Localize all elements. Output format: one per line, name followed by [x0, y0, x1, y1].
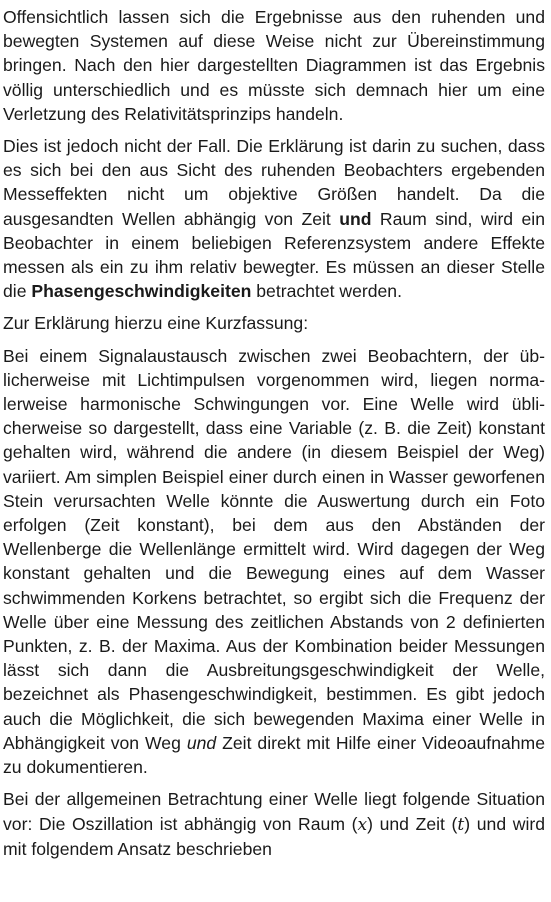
paragraph-2-text-a: Dies ist jedoch nicht der Fall. Die Erklärung ist darin zu suchen, dass es sich bei den aus Sicht des ruhenden Beobachters ergebenden Messeffekten nicht um objektive Größen handelt. Da die ausgesandten Wellen abhängig von Zeit [3, 136, 545, 229]
paragraph-1-text: Offensichtlich lassen sich die Ergebnisse aus den ruhenden und bewegten Systemen auf diese Weise nicht zur Übereinstimmung bringen. Nach den hier dargestellten Diagrammen ist das Ergebnis völlig unterschiedlich und es müsste sich demnach hier um eine Verletzung des Relativitätsprinzips handeln. [3, 7, 545, 124]
paragraph-4-text-a: Bei einem Signalaustausch zwischen zwei Beobachtern, der üblicherweise mit Lichtimpulsen vorgenommen wird, liegen normalerweise harmonische Schwingungen vor. Eine Welle wird üblicherweise so dargestellt, dass eine Variable (z. B. die Zeit) konstant gehalten wird, während die andere (in diesem Beispiel der Weg) variiert. Am simplen Beispiel einer durch einen in Wasser geworfenen Stein verursachten Welle könnte die Auswertung durch ein Foto erfolgen (Zeit konstant), bei dem aus den Abständen der Wellenberge die Wellenlänge ermittelt wird. Wird dagegen der Weg konstant gehalten und die Bewegung eines auf dem Wasser schwimmenden Korkens betrachtet, so ergibt sich die Frequenz der Welle über eine Messung des zeitlichen Abstands von 2 definierten Punkten, z. B. der Maxima. Aus der Kombination beider Messungen lässt sich dann die Ausbreitungsgeschwindigkeit der Welle, bezeichnet als Phasengeschwindigkeit, bestimmen. Es gibt jedoch auch die Möglichkeit, die sich bewegenden Maxima einer Welle in Abhängigkeit von Weg [3, 345, 545, 753]
document-page [0, 5, 551, 902]
paragraph-2 [3, 134, 545, 303]
paragraph-4 [3, 344, 545, 780]
paren-open-1: ( [351, 813, 358, 834]
paragraph-5-text-c: und wird mit folgendem Ansatz beschrieben [3, 813, 545, 859]
paragraph-2-text-e: betrachtet werden. [251, 281, 402, 302]
paragraph-5-text-a: Bei der allgemeinen Betrachtung einer Welle liegt folgende Situation vor: Die Oszillation ist abhängig von Raum [3, 789, 545, 834]
paragraph-1 [3, 5, 545, 126]
math-variable-t: t [457, 814, 465, 835]
paragraph-2-text-c: Raum sind, wird ein Beobachter in einem beliebigen Referenzsystem andere Effekte messen als ein zu ihm relativ bewegter. Es müssen an dieser Stelle die [3, 208, 545, 302]
paragraph-5 [3, 787, 545, 861]
paren-close-1: ) [367, 813, 373, 834]
emphasis-phasengeschwindigkeiten: Phasengeschwindigkeiten [31, 281, 252, 302]
paragraph-3 [3, 311, 545, 335]
paren-close-2: ) [464, 813, 471, 834]
paren-open-2: ( [451, 813, 458, 834]
paragraph-5-text-b: und Zeit [372, 813, 452, 834]
paragraph-3-text: Zur Erklärung hierzu eine Kurzfassung: [3, 313, 309, 334]
emphasis-und: und [339, 208, 372, 229]
emphasis-und-italic: und [186, 732, 217, 753]
paragraph-4-text-c: Zeit direkt mit Hilfe einer Videoaufnahme zu dokumentieren. [3, 732, 545, 778]
math-variable-x: x [357, 814, 368, 835]
